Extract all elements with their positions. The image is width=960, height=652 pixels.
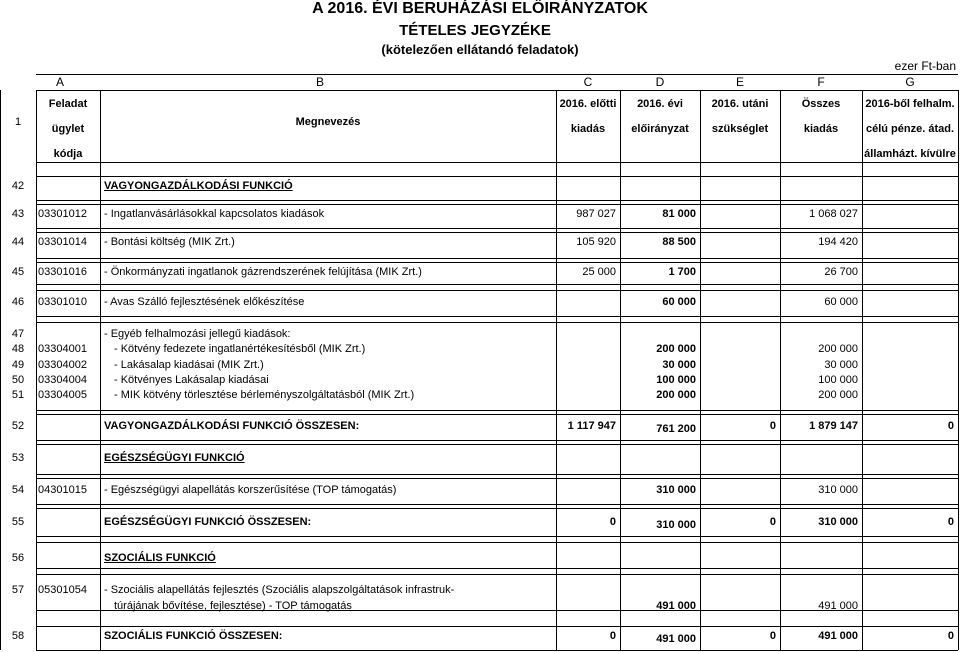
row-number: 54 [11,484,25,496]
column-letter: E [735,75,744,89]
header-col-f: Összes [801,98,841,110]
row-divider [36,204,958,205]
row-divider [36,322,958,323]
header-megnevezes: Megnevezés [295,116,361,128]
row-code: 03301010 [38,296,87,308]
row-divider [36,176,958,177]
column-letter: D [655,75,665,89]
row-code: 04301015 [38,484,87,496]
header-feladat: kódja [53,148,83,160]
value-f: 491 000 [818,600,858,612]
value-d: 310 000 [656,519,696,531]
value-f: 491 000 [818,630,858,642]
row-name: - Avas Szálló fejlesztésének előkészítése [104,296,305,308]
value-f: 310 000 [818,484,858,496]
column-divider [100,90,101,650]
header-col-f: kiadás [803,123,839,135]
column-divider [958,90,959,650]
value-f: 310 000 [818,516,858,528]
section-heading: EGÉSZSÉGÜGYI FUNKCIÓ ÖSSZESEN: [104,516,312,528]
row-number: 48 [11,343,25,355]
row-divider [36,74,958,75]
row-name: - Szociális alapellátás fejlesztés (Szociális alapszolgáltatások infrastruk- [104,584,455,596]
row-divider [36,262,958,263]
value-d: 491 000 [656,600,696,612]
value-d: 30 000 [662,359,696,371]
row-name: - Kötvény fedezete ingatlanértékesítésből (MIK Zrt.) [114,343,366,355]
row-number: 46 [11,296,25,308]
value-f: 60 000 [824,296,858,308]
row-name: - Egyéb felhalmozási jellegű kiadások: [104,328,291,340]
row-number: 44 [11,236,25,248]
row-divider [36,410,958,411]
row-code: 03301014 [38,236,87,248]
row-number: 56 [11,552,25,564]
row-divider [36,478,958,479]
row-code: 03304002 [38,359,87,371]
header-col-g: célú pénze. átad. [865,123,955,135]
unit-label: ezer Ft-ban [894,59,956,73]
row-code: 03304005 [38,389,87,401]
header-col-c: 2016. előtti [559,98,617,110]
row-code: 03301012 [38,208,87,220]
value-f: 100 000 [818,374,858,386]
report-subtitle: TÉTELES JEGYZÉKE [399,22,551,39]
row-divider [36,440,958,441]
value-d: 1 700 [668,266,696,278]
section-heading: SZOCIÁLIS FUNKCIÓ ÖSSZESEN: [104,630,283,642]
header-feladat: ügylet [51,123,85,135]
row-divider [36,258,958,259]
value-c: 0 [609,630,616,642]
row-divider [36,626,958,627]
value-d: 200 000 [656,389,696,401]
report-scope: (kötelezően ellátandó feladatok) [381,42,579,57]
row-divider [36,568,958,569]
value-d: 200 000 [656,343,696,355]
value-c: 105 920 [576,236,616,248]
row-number: 45 [11,266,25,278]
column-divider [862,90,863,650]
column-letter: C [583,75,593,89]
row-number: 58 [11,630,25,642]
value-g: 0 [947,630,954,642]
header-feladat: Feladat [48,98,88,110]
header-col-e: szükséglet [711,123,769,135]
value-d: 100 000 [656,374,696,386]
row-number: 55 [11,516,25,528]
row-name: - Egészségügyi alapellátás korszerűsítése (TOP támogatás) [104,484,397,496]
row-divider [36,574,958,575]
value-e: 0 [769,630,776,642]
column-letter: F [817,75,825,89]
row-divider [36,444,958,445]
row-name: - Kötvényes Lakásalap kiadásai [114,374,269,386]
row-divider [36,90,958,91]
row-name: - Ingatlanvásárlásokkal kapcsolatos kiadások [104,208,325,220]
row-number: 47 [11,328,25,340]
row-name: - Bontási költség (MIK Zrt.) [104,236,235,248]
value-c: 25 000 [582,266,616,278]
value-f: 194 420 [818,236,858,248]
value-f: 30 000 [824,359,858,371]
value-d: 60 000 [662,296,696,308]
row-number: 57 [11,584,25,596]
header-col-d: előirányzat [631,123,689,135]
row-divider [36,316,958,317]
report-title: A 2016. ÉVI BERUHÁZÁSI ELŐIRÁNYZATOK [312,0,648,17]
row-name: - Önkormányzati ingatlanok gázrendszerének felújítása (MIK Zrt.) [104,266,422,278]
row-divider [36,542,958,543]
row-divider [36,284,958,285]
value-f: 1 068 027 [809,208,858,220]
row-divider [36,504,958,505]
value-e: 0 [769,516,776,528]
column-letter: G [905,75,915,89]
value-d: 491 000 [656,633,696,645]
row-divider [36,290,958,291]
column-divider [700,90,701,650]
row-number: 53 [11,452,25,464]
value-d: 761 200 [656,423,696,435]
value-d: 310 000 [656,484,696,496]
value-f: 200 000 [818,343,858,355]
value-f: 1 879 147 [809,420,858,432]
row-number: 43 [11,208,25,220]
value-d: 81 000 [662,208,696,220]
row-number: 42 [11,180,25,192]
section-heading: VAGYONGAZDÁLKODÁSI FUNKCIÓ [104,180,293,192]
row-divider [36,162,958,163]
header-col-g: 2016-ből felhalm. [865,98,955,110]
value-c: 987 027 [576,208,616,220]
section-heading: VAGYONGAZDÁLKODÁSI FUNKCIÓ ÖSSZESEN: [104,420,360,432]
left-border [0,90,1,650]
value-f: 26 700 [824,266,858,278]
row-name: - MIK kötvény törlesztése bérleményszolgáltatásból (MIK Zrt.) [114,389,415,401]
value-g: 0 [947,420,954,432]
row-number: 51 [11,389,25,401]
value-g: 0 [947,516,954,528]
row-number: 49 [11,359,25,371]
column-divider [556,90,557,650]
row-name-cont: túrájának bővítése, fejlesztése) - TOP támogatás [114,600,352,612]
header-col-g: államházt. kívülre [864,148,956,160]
header-col-e: 2016. utáni [711,98,769,110]
section-heading: SZOCIÁLIS FUNKCIÓ [104,552,216,564]
value-e: 0 [769,420,776,432]
header-col-d: 2016. évi [637,98,683,110]
row-number: 50 [11,374,25,386]
row-divider [36,536,958,537]
row-divider [36,228,958,229]
row-divider [36,508,958,509]
header-row-number: 1 [14,116,22,128]
section-heading: EGÉSZSÉGÜGYI FUNKCIÓ [104,452,245,464]
value-f: 200 000 [818,389,858,401]
row-divider [36,474,958,475]
row-code: 03304004 [38,374,87,386]
value-c: 0 [609,516,616,528]
column-divider [36,90,37,650]
header-col-c: kiadás [570,123,606,135]
row-name: - Lakásalap kiadásai (MIK Zrt.) [114,359,264,371]
row-number: 52 [11,420,25,432]
row-code: 05301054 [38,584,87,596]
row-code: 03301016 [38,266,87,278]
value-d: 88 500 [662,236,696,248]
row-divider [36,650,958,651]
value-c: 1 117 947 [567,420,616,432]
row-divider [36,232,958,233]
row-divider [36,200,958,201]
column-letter: B [315,75,324,89]
row-divider [36,414,958,415]
column-letter: A [55,75,64,89]
row-code: 03304001 [38,343,87,355]
